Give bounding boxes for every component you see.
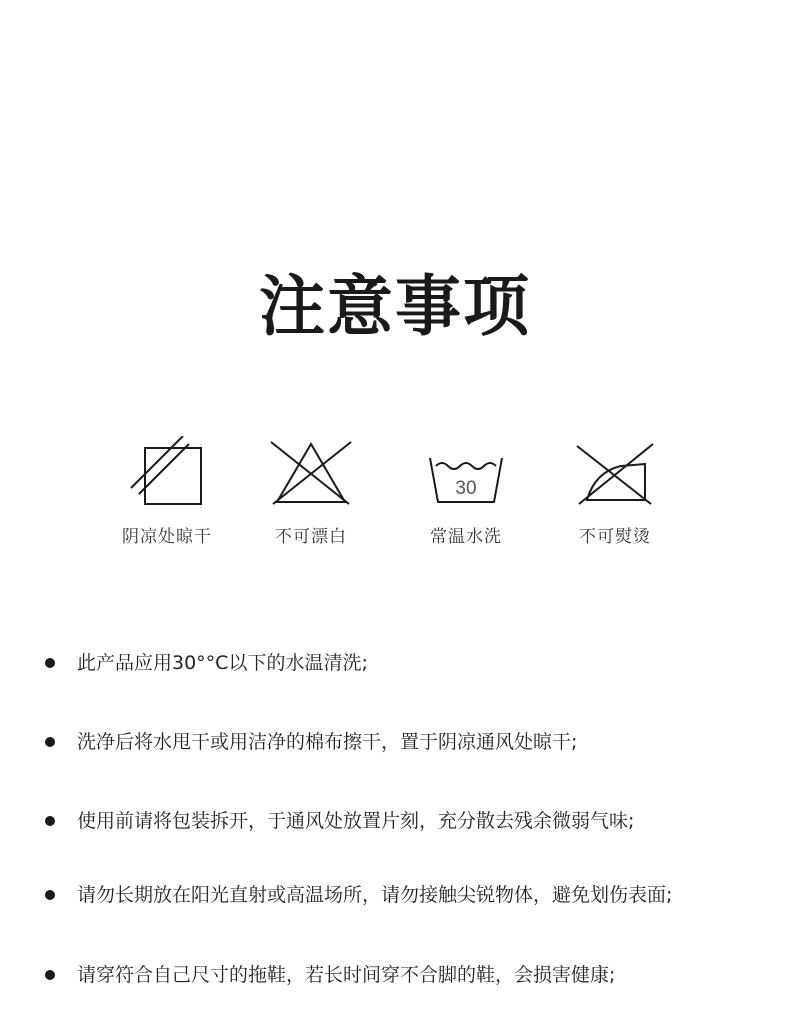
care-symbol-dry-in-shade: [107, 436, 227, 547]
bullet-icon: [45, 737, 55, 747]
wash-30-icon: [424, 436, 508, 508]
care-label: 常温水洗: [430, 527, 502, 547]
page-title: 注意事项: [259, 268, 531, 345]
care-label: 不可漂白: [275, 527, 347, 547]
care-label: 不可熨烫: [579, 527, 651, 547]
note-text: 此产品应用30°°C以下的水温清洗;: [77, 652, 368, 674]
bullet-icon: [45, 970, 55, 980]
bullet-icon: [45, 816, 55, 826]
bullet-icon: [45, 890, 55, 900]
note-text: 使用前请将包装拆开，于通风处放置片刻，充分散去残余微弱气味;: [77, 810, 635, 832]
no-bleach-icon: [269, 436, 353, 508]
bullet-icon: [45, 658, 55, 668]
dry-in-shade-icon: [127, 436, 207, 508]
care-label: 阴凉处晾干: [122, 527, 212, 547]
care-symbol-no-iron: [555, 436, 675, 547]
note-text: 请勿长期放在阳光直射或高温场所，请勿接触尖锐物体，避免划伤表面;: [77, 884, 673, 906]
note-text: 请穿符合自己尺寸的拖鞋，若长时间穿不合脚的鞋，会损害健康;: [77, 964, 616, 986]
wash-temp-label: 30: [455, 478, 477, 499]
care-symbol-wash-30: [406, 436, 526, 547]
no-iron-icon: [573, 436, 657, 508]
care-symbol-no-bleach: [251, 436, 371, 547]
note-text: 洗净后将水甩干或用洁净的棉布擦干，置于阴凉通风处晾干;: [77, 731, 578, 753]
